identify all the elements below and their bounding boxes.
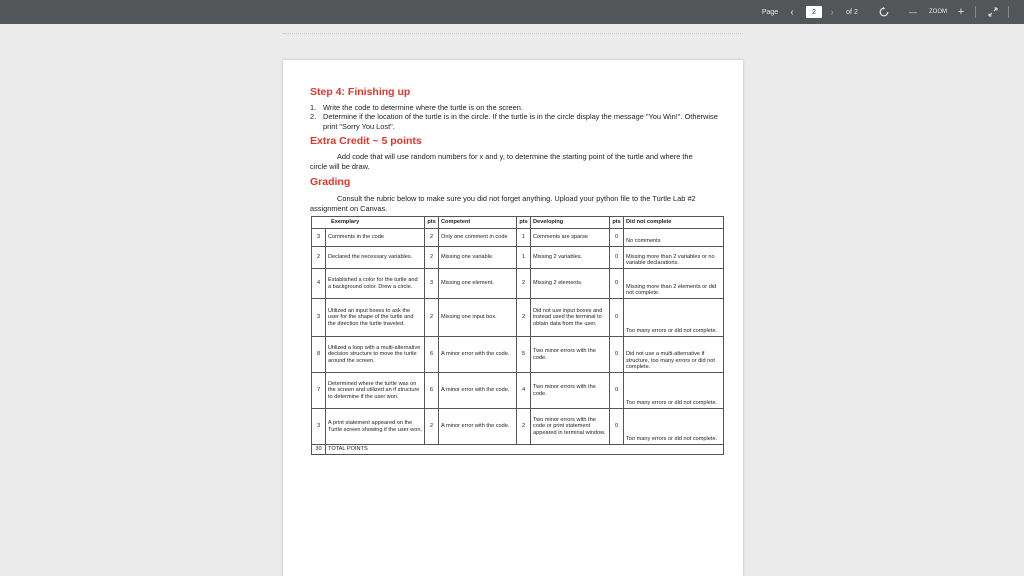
criteria-cell: A print statement appeared on the Turtle screen showing if the user won.: [326, 409, 425, 445]
fit-page-button[interactable]: [985, 0, 1001, 24]
total-points: 30: [312, 445, 326, 455]
points-cell: 3: [312, 409, 326, 445]
pdf-toolbar: [0, 0, 1024, 24]
header-cell: Exemplary: [312, 217, 425, 229]
points-cell: 0: [610, 269, 624, 299]
criteria-cell: Declared the necessary variables.: [326, 247, 425, 269]
criteria-cell: A minor error with the code.: [439, 337, 517, 373]
criteria-cell: Missing 2 elements.: [531, 269, 610, 299]
points-cell: 5: [517, 337, 531, 373]
rubric-table: [311, 216, 724, 455]
grading-text: Consult the rubric below to make sure you did not forget anything. Upload your python file to the Turtle Lab #2 assignment on Canvas.: [310, 194, 696, 213]
points-cell: 2: [425, 247, 439, 269]
zoom-label: ZOOM: [929, 9, 947, 15]
points-cell: 3: [425, 269, 439, 299]
criteria-cell: Too many errors or did not complete.: [624, 409, 724, 445]
zoom-in-button[interactable]: +: [957, 6, 965, 18]
criteria-cell: Did not use a multi-alternative if structure, too many errors or did not complete.: [624, 337, 724, 373]
criteria-cell: Missing one element.: [439, 269, 517, 299]
criteria-cell: Established a color for the turtle and a background color. Drew a circle.: [326, 269, 425, 299]
criteria-cell: Comments in the code: [326, 229, 425, 247]
points-cell: 0: [610, 247, 624, 269]
points-cell: 0: [610, 299, 624, 337]
criteria-cell: Two minor errors with the code.: [531, 337, 610, 373]
extra-credit-text: Add code that will use random numbers for x and y, to determine the starting point of the turtle and where the circle will be draw.: [310, 152, 693, 171]
zoom-out-button[interactable]: —: [909, 7, 917, 17]
rubric-row: [312, 409, 724, 445]
criteria-cell: Only one comment in code: [439, 229, 517, 247]
points-cell: 4: [312, 269, 326, 299]
page-number-input[interactable]: 2: [806, 6, 822, 18]
header-cell: Competent: [439, 217, 517, 229]
points-cell: 2: [425, 299, 439, 337]
points-cell: 8: [312, 337, 326, 373]
rubric-row: [312, 269, 724, 299]
rubric-row: [312, 229, 724, 247]
criteria-cell: Missing more than 2 elements or did not complete.: [624, 269, 724, 299]
criteria-cell: Missing one variable.: [439, 247, 517, 269]
points-cell: 2: [517, 269, 531, 299]
points-cell: 0: [610, 373, 624, 409]
rubric-row: [312, 337, 724, 373]
toolbar-divider: [975, 6, 976, 18]
criteria-cell: Too many errors or did not complete.: [624, 299, 724, 337]
header-cell: pts: [517, 217, 531, 229]
points-cell: 1: [517, 247, 531, 269]
criteria-cell: Comments are sparse: [531, 229, 610, 247]
points-cell: 2: [425, 229, 439, 247]
rotate-icon: [879, 7, 889, 17]
header-cell: pts: [425, 217, 439, 229]
criteria-cell: Missing one input box.: [439, 299, 517, 337]
points-cell: 2: [425, 409, 439, 445]
previous-page-edge: [283, 33, 743, 34]
points-cell: 0: [610, 229, 624, 247]
header-cell: Developing: [531, 217, 610, 229]
criteria-cell: Two minor errors with the code or print statement appeared in terminal window.: [531, 409, 610, 445]
document-page: [283, 60, 743, 576]
list-number: 1.: [310, 103, 317, 112]
criteria-cell: A minor error with the code.: [439, 409, 517, 445]
list-number: 2.: [310, 112, 317, 121]
step4-item: Determine if the location of the turtle is in the circle. If the turtle is in the circle display the message "You Win!". Otherwise print "Sorry You Lost".: [323, 112, 718, 131]
points-cell: 3: [312, 229, 326, 247]
points-cell: 3: [312, 299, 326, 337]
header-cell: Did not complete: [624, 217, 724, 229]
grading-heading: Grading: [310, 176, 351, 188]
total-label: TOTAL POINTS: [326, 445, 724, 455]
rubric-row: [312, 247, 724, 269]
criteria-cell: Determined where the turtle was on the screen and utilized an if structure to determine if the user won.: [326, 373, 425, 409]
points-cell: 2: [312, 247, 326, 269]
criteria-cell: Utilized a loop with a multi-alternative decision structure to move the turtle around the screen.: [326, 337, 425, 373]
criteria-cell: Missing more than 2 variables or no variable declarations.: [624, 247, 724, 269]
header-cell: pts: [610, 217, 624, 229]
next-page-icon[interactable]: ›: [830, 6, 834, 18]
points-cell: 7: [312, 373, 326, 409]
points-cell: 0: [610, 337, 624, 373]
criteria-cell: Too many errors or did not complete.: [624, 373, 724, 409]
criteria-cell: Utilized an input boxes to ask the user for the shape of the turtle and the direction the turtle traveled.: [326, 299, 425, 337]
criteria-cell: Two minor errors with the code.: [531, 373, 610, 409]
page-label: Page: [761, 8, 779, 16]
rotate-button[interactable]: [876, 0, 892, 24]
rubric-row: [312, 373, 724, 409]
criteria-cell: No comments: [624, 229, 724, 247]
points-cell: 2: [517, 299, 531, 337]
step4-heading: Step 4: Finishing up: [310, 86, 411, 98]
step4-item: Write the code to determine where the turtle is on the screen.: [323, 103, 523, 112]
criteria-cell: Did not use input boxes and instead used the terminal to obtain data from the user.: [531, 299, 610, 337]
extra-credit-heading: Extra Credit ~ 5 points: [310, 135, 422, 147]
points-cell: 6: [425, 337, 439, 373]
rubric-total-row: [312, 445, 724, 455]
toolbar-divider: [1008, 6, 1009, 18]
points-cell: 6: [425, 373, 439, 409]
page-total: of 2: [846, 8, 858, 16]
rubric-row: [312, 299, 724, 337]
points-cell: 4: [517, 373, 531, 409]
points-cell: 1: [517, 229, 531, 247]
criteria-cell: A minor error with the code.: [439, 373, 517, 409]
points-cell: 0: [610, 409, 624, 445]
prev-page-icon[interactable]: ‹: [790, 6, 794, 18]
rubric-header-row: [312, 217, 724, 229]
expand-icon: [988, 7, 998, 17]
points-cell: 2: [517, 409, 531, 445]
criteria-cell: Missing 2 variables.: [531, 247, 610, 269]
